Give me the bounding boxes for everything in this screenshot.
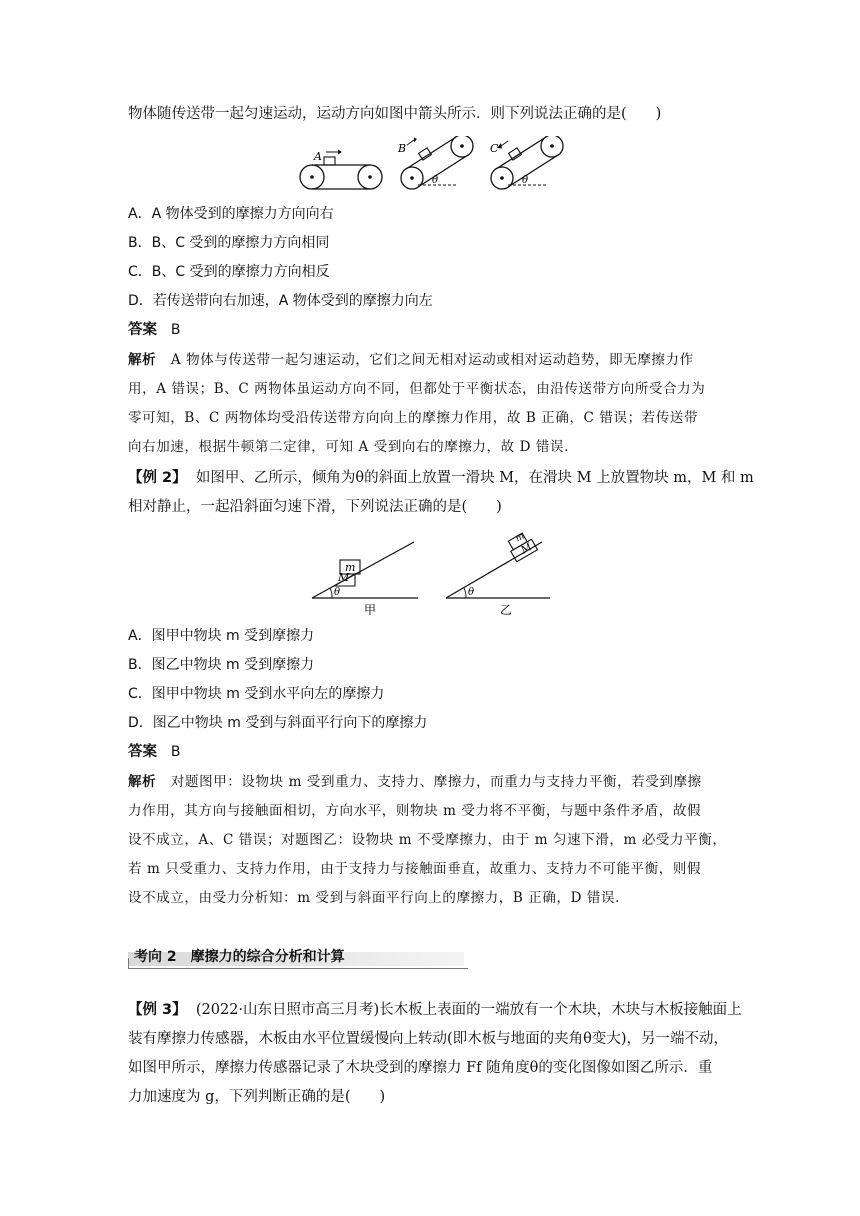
jia-theta: θ (334, 587, 341, 598)
q3-stem-line-4: 力加速度为 g，下列判断正确的是( ) (128, 1089, 386, 1105)
section-heading-rule (128, 968, 468, 969)
section-title: 考向 2 摩擦力的综合分析和计算 (134, 949, 345, 965)
figure-jia (312, 542, 418, 598)
q2-tag: 【例 2】 (128, 470, 187, 486)
analysis-label: 解析 (128, 352, 157, 368)
figure-yi (446, 531, 550, 598)
q2-stem-line-2: 相对静止，一起沿斜面匀速下滑，下列说法正确的是( ) (128, 499, 502, 515)
answer-label: 答案 (128, 744, 157, 760)
q2-analysis-line-2: 力作用，其方向与接触面相切，方向水平，则物块 m 受力将不平衡，与题中条件矛盾，故假 (128, 803, 702, 819)
theta-b: θ (432, 175, 439, 186)
analysis-label: 解析 (128, 774, 157, 790)
q1-option-b: B．B、C 受到的摩擦力方向相同 (128, 235, 330, 251)
q1-analysis-line-3: 零可知，B、C 两物体均受沿传送带方向向上的摩擦力作用，故 B 正确，C 错误；若传送带 (128, 410, 699, 426)
q1-stem: 物体随传送带一起匀速运动，运动方向如图中箭头所示．则下列说法正确的是( ) (128, 106, 662, 122)
section-heading (128, 944, 468, 970)
q3-tag: 【例 3】 (128, 1002, 187, 1018)
q2-analysis-line-1: 解析 对题图甲：设物块 m 受到重力、支持力、摩擦力，而重力与支持力平衡，若受到摩擦 (128, 774, 702, 790)
q2-stem-line-1: 【例 2】 如图甲、乙所示，倾角为θ的斜面上放置一滑块 M，在滑块 M 上放置物块 m，M 和 m (128, 470, 754, 486)
jia-label-big-m: M (338, 571, 350, 584)
q2-analysis-line-3: 设不成立，A、C 错误；对题图乙：设物块 m 不受摩擦力，由于 m 匀速下滑，m 必受力平衡， (128, 832, 727, 848)
answer-label: 答案 (128, 322, 157, 338)
answer-value: B (170, 322, 181, 338)
q1-option-a: A．A 物体受到的摩擦力方向向右 (128, 206, 334, 222)
q1-analysis-line-2: 用，A 错误；B、C 两物体虽运动方向不同，但都处于平衡状态，由沿传送带方向所受合力为 (128, 381, 706, 397)
yi-label-big-m: M (519, 541, 534, 557)
jia-label-m: m (345, 561, 356, 574)
yi-caption: 乙 (500, 603, 513, 617)
label-c: C (490, 142, 499, 155)
q1-option-c: C．B、C 受到的摩擦力方向相反 (128, 264, 330, 280)
label-b: B (398, 142, 407, 155)
q3-stem-line-3: 如图甲所示，摩擦力传感器记录了木块受到的摩擦力 Ff 随角度θ的变化图像如图乙所示．重 (128, 1060, 713, 1076)
q1-answer (128, 320, 180, 340)
q1-option-d: D．若传送带向右加速，A 物体受到的摩擦力向左 (128, 293, 433, 309)
q2-analysis-line-4: 若 m 只受重力、支持力作用，由于支持力与接触面垂直，故重力、支持力不可能平衡，则假 (128, 861, 702, 877)
q1-analysis-line-1: 解析 A 物体与传送带一起匀速运动，它们之间无相对运动或相对运动趋势，即无摩擦力作 (128, 352, 694, 368)
q2-option-b: B．图乙中物块 m 受到摩擦力 (128, 657, 315, 673)
q2-option-d: D．图乙中物块 m 受到与斜面平行向下的摩擦力 (128, 715, 428, 731)
q2-option-a: A．图甲中物块 m 受到摩擦力 (128, 628, 315, 644)
yi-label-m: m (514, 531, 527, 545)
q3-stem-line-1: 【例 3】 (2022·山东日照市高三月考)长木板上表面的一端放有一个木块，木块与木板接触面上 (128, 1002, 742, 1018)
q2-analysis-line-5: 设不成立，由受力分析知：m 受到与斜面平行向上的摩擦力，B 正确，D 错误． (128, 890, 630, 906)
answer-value: B (170, 744, 181, 760)
label-a: A (314, 150, 322, 163)
jia-caption: 甲 (364, 603, 377, 617)
horizontal-belt (300, 150, 382, 190)
incline-figures (310, 528, 560, 618)
conveyor-belt-figure (290, 136, 570, 192)
q2-option-c: C．图甲中物块 m 受到水平向左的摩擦力 (128, 686, 385, 702)
q3-stem-line-2: 装有摩擦力传感器，木板由水平位置缓慢向上转动(即木板与地面的夹角θ变大)，另一端不动， (128, 1031, 729, 1047)
yi-theta: θ (468, 587, 475, 598)
theta-c: θ (522, 175, 529, 186)
q1-analysis-line-4: 向右加速，根据牛顿第二定律，可知 A 受到向右的摩擦力，故 D 错误． (128, 439, 579, 455)
q2-answer (128, 742, 180, 762)
